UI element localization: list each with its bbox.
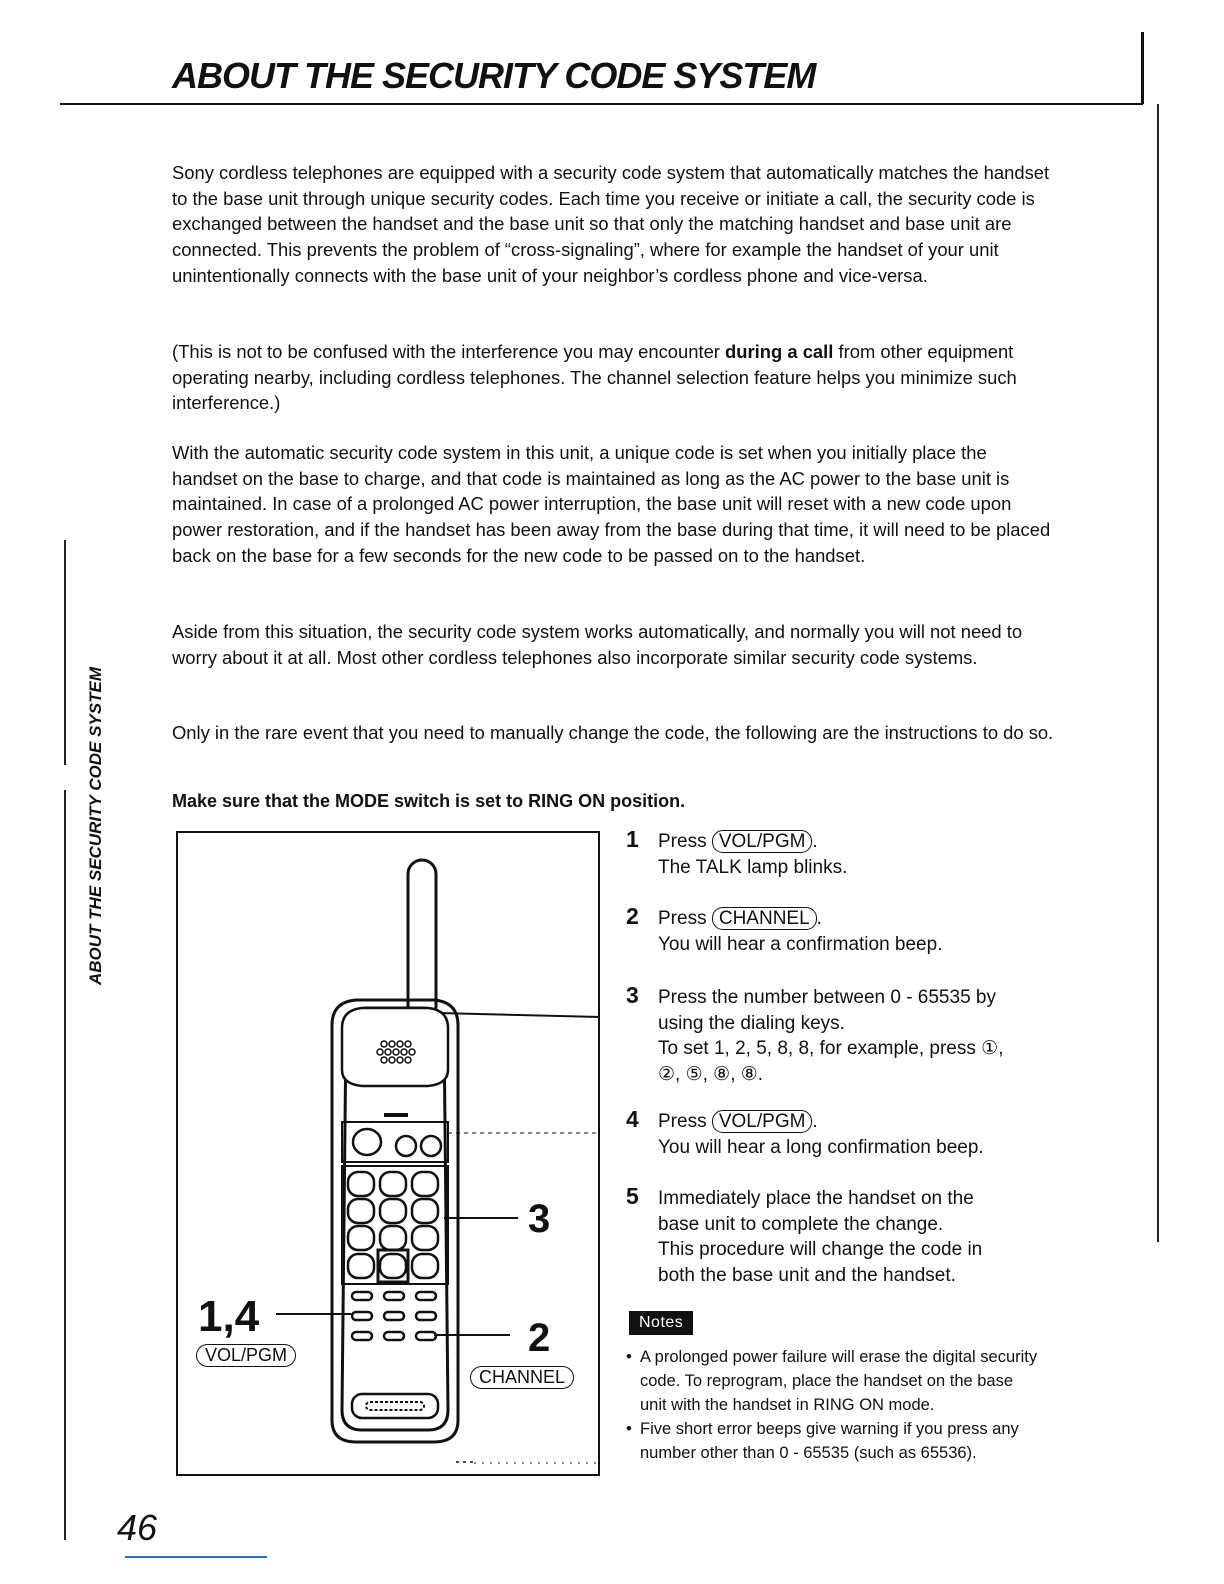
step-press-text: Press [658,908,712,929]
step-number: 3 [626,982,639,1008]
handset-illustration [176,830,600,1476]
channel-key-label: CHANNEL [470,1366,574,1389]
notes-heading: Notes [629,1311,693,1335]
left-margin-rule-upper [64,540,66,765]
step-number: 2 [626,903,639,929]
step-number: 5 [626,1183,639,1209]
redial-button [421,1136,441,1156]
left-margin-rule-lower [64,790,66,1540]
step-description: You will hear a confirmation beep. [658,933,943,955]
step-text [658,985,1058,1087]
step-text [658,829,1058,880]
page-number: 46 [117,1507,158,1548]
callout-label-2: 2 [528,1316,551,1360]
step-line: using the dialing keys. [658,1012,845,1034]
step-line: Press the number between 0 - 65535 by [658,987,996,1008]
right-margin-rule-top [1141,32,1144,104]
step-description: The TALK lamp blinks. [658,856,848,878]
talk-button [353,1129,381,1155]
notes-list [624,1345,1044,1465]
note-item: • Five short error beeps give warning if you press any number other than 0 - 65535 (such as 65536). [624,1417,1044,1465]
antenna [408,860,436,1020]
step-text [658,1109,1058,1160]
footer-rule [125,1556,267,1558]
side-section-label: ABOUT THE SECURITY CODE SYSTEM [86,667,105,985]
volpgm-key: VOL/PGM [712,830,813,853]
step-number: 4 [626,1106,639,1132]
earpiece [342,1008,448,1086]
paragraph-interference-bold: during a call [725,341,834,362]
step-line: Immediately place the handset on the [658,1188,974,1209]
callout-label-1-4: 1,4 [198,1292,260,1341]
step-punctuation: . [812,831,818,852]
page-title: ABOUT THE SECURITY CODE SYSTEM [172,55,816,96]
step-punctuation: . [812,1111,818,1132]
channel-key: CHANNEL [712,907,817,930]
step-line: To set 1, 2, 5, 8, 8, for example, press ①, [658,1038,1004,1059]
step-press-text: Press [658,831,712,852]
step-line: ②, ⑤, ⑧, ⑧. [658,1063,764,1085]
callout-label-3: 3 [528,1197,551,1241]
step-description: You will hear a long confirmation beep. [658,1136,984,1158]
step-text [658,1186,1058,1288]
step-number: 1 [626,826,639,852]
dialing-keys [348,1172,438,1278]
volpgm-key: VOL/PGM [712,1110,813,1133]
volpgm-key-label: VOL/PGM [196,1344,296,1367]
paragraph-interference [172,339,1054,416]
step-line: This procedure will change the code in [658,1239,983,1260]
microphone-grille [352,1394,438,1418]
mode-switch-instruction: Make sure that the MODE switch is set to RING ON position. [172,791,686,811]
function-keys [352,1292,436,1340]
step-text [658,906,1058,957]
title-rule [60,103,1143,105]
step-press-text: Press [658,1111,712,1132]
note-item: • A prolonged power failure will erase the digital security code. To reprogram, place the handset on the base unit with the handset in RING ON mode. [624,1345,1044,1417]
paragraph-interference-end: from other equipment operating nearby, including cordless telephones. The channel selection feature helps you minimize such interference.) [172,341,1017,414]
step-line: both the base unit and the handset. [658,1264,956,1286]
step-punctuation: . [816,908,822,929]
paragraph-automatic-code: With the automatic security code system in this unit, a unique code is set when you initially place the handset on the base to charge, and that code is maintained as long as the AC power to the base unit is maintained. In case of a prolonged AC power interruption, the base unit will reset with a new code upon power restoration, and if the handset has been away from the base during that time, it will need to be placed back on the base for a few seconds for the new code to be passed on to the handset. [172,442,1051,566]
step-line: base unit to complete the change. [658,1213,944,1235]
base-unit-edge [438,1013,600,1017]
flash-button [396,1136,416,1156]
paragraph-manual-change: Only in the rare event that you need to manually change the code, the following are the instructions to do so. [172,722,1054,743]
talk-lamp [384,1113,408,1117]
right-margin-rule [1157,104,1159,1242]
paragraph-interference-start: (This is not to be confused with the interference you may encounter [172,341,726,362]
paragraph-intro: Sony cordless telephones are equipped with a security code system that automatically matches the handset to the base unit through unique security codes. Each time you receive or initiate a call, the security code is exchanged between the handset and the base unit so that only the matching handset and base unit are connected. This prevents the problem of “cross-signaling”, where for example the handset of your unit unintentionally connects with the base unit of your neighbor’s cordless phone and vice-versa. [172,162,1050,286]
paragraph-automatic-operation: Aside from this situation, the security code system works automatically, and normally you will not need to worry about it at all. Most other cordless telephones also incorporate similar security code systems. [172,621,1023,668]
